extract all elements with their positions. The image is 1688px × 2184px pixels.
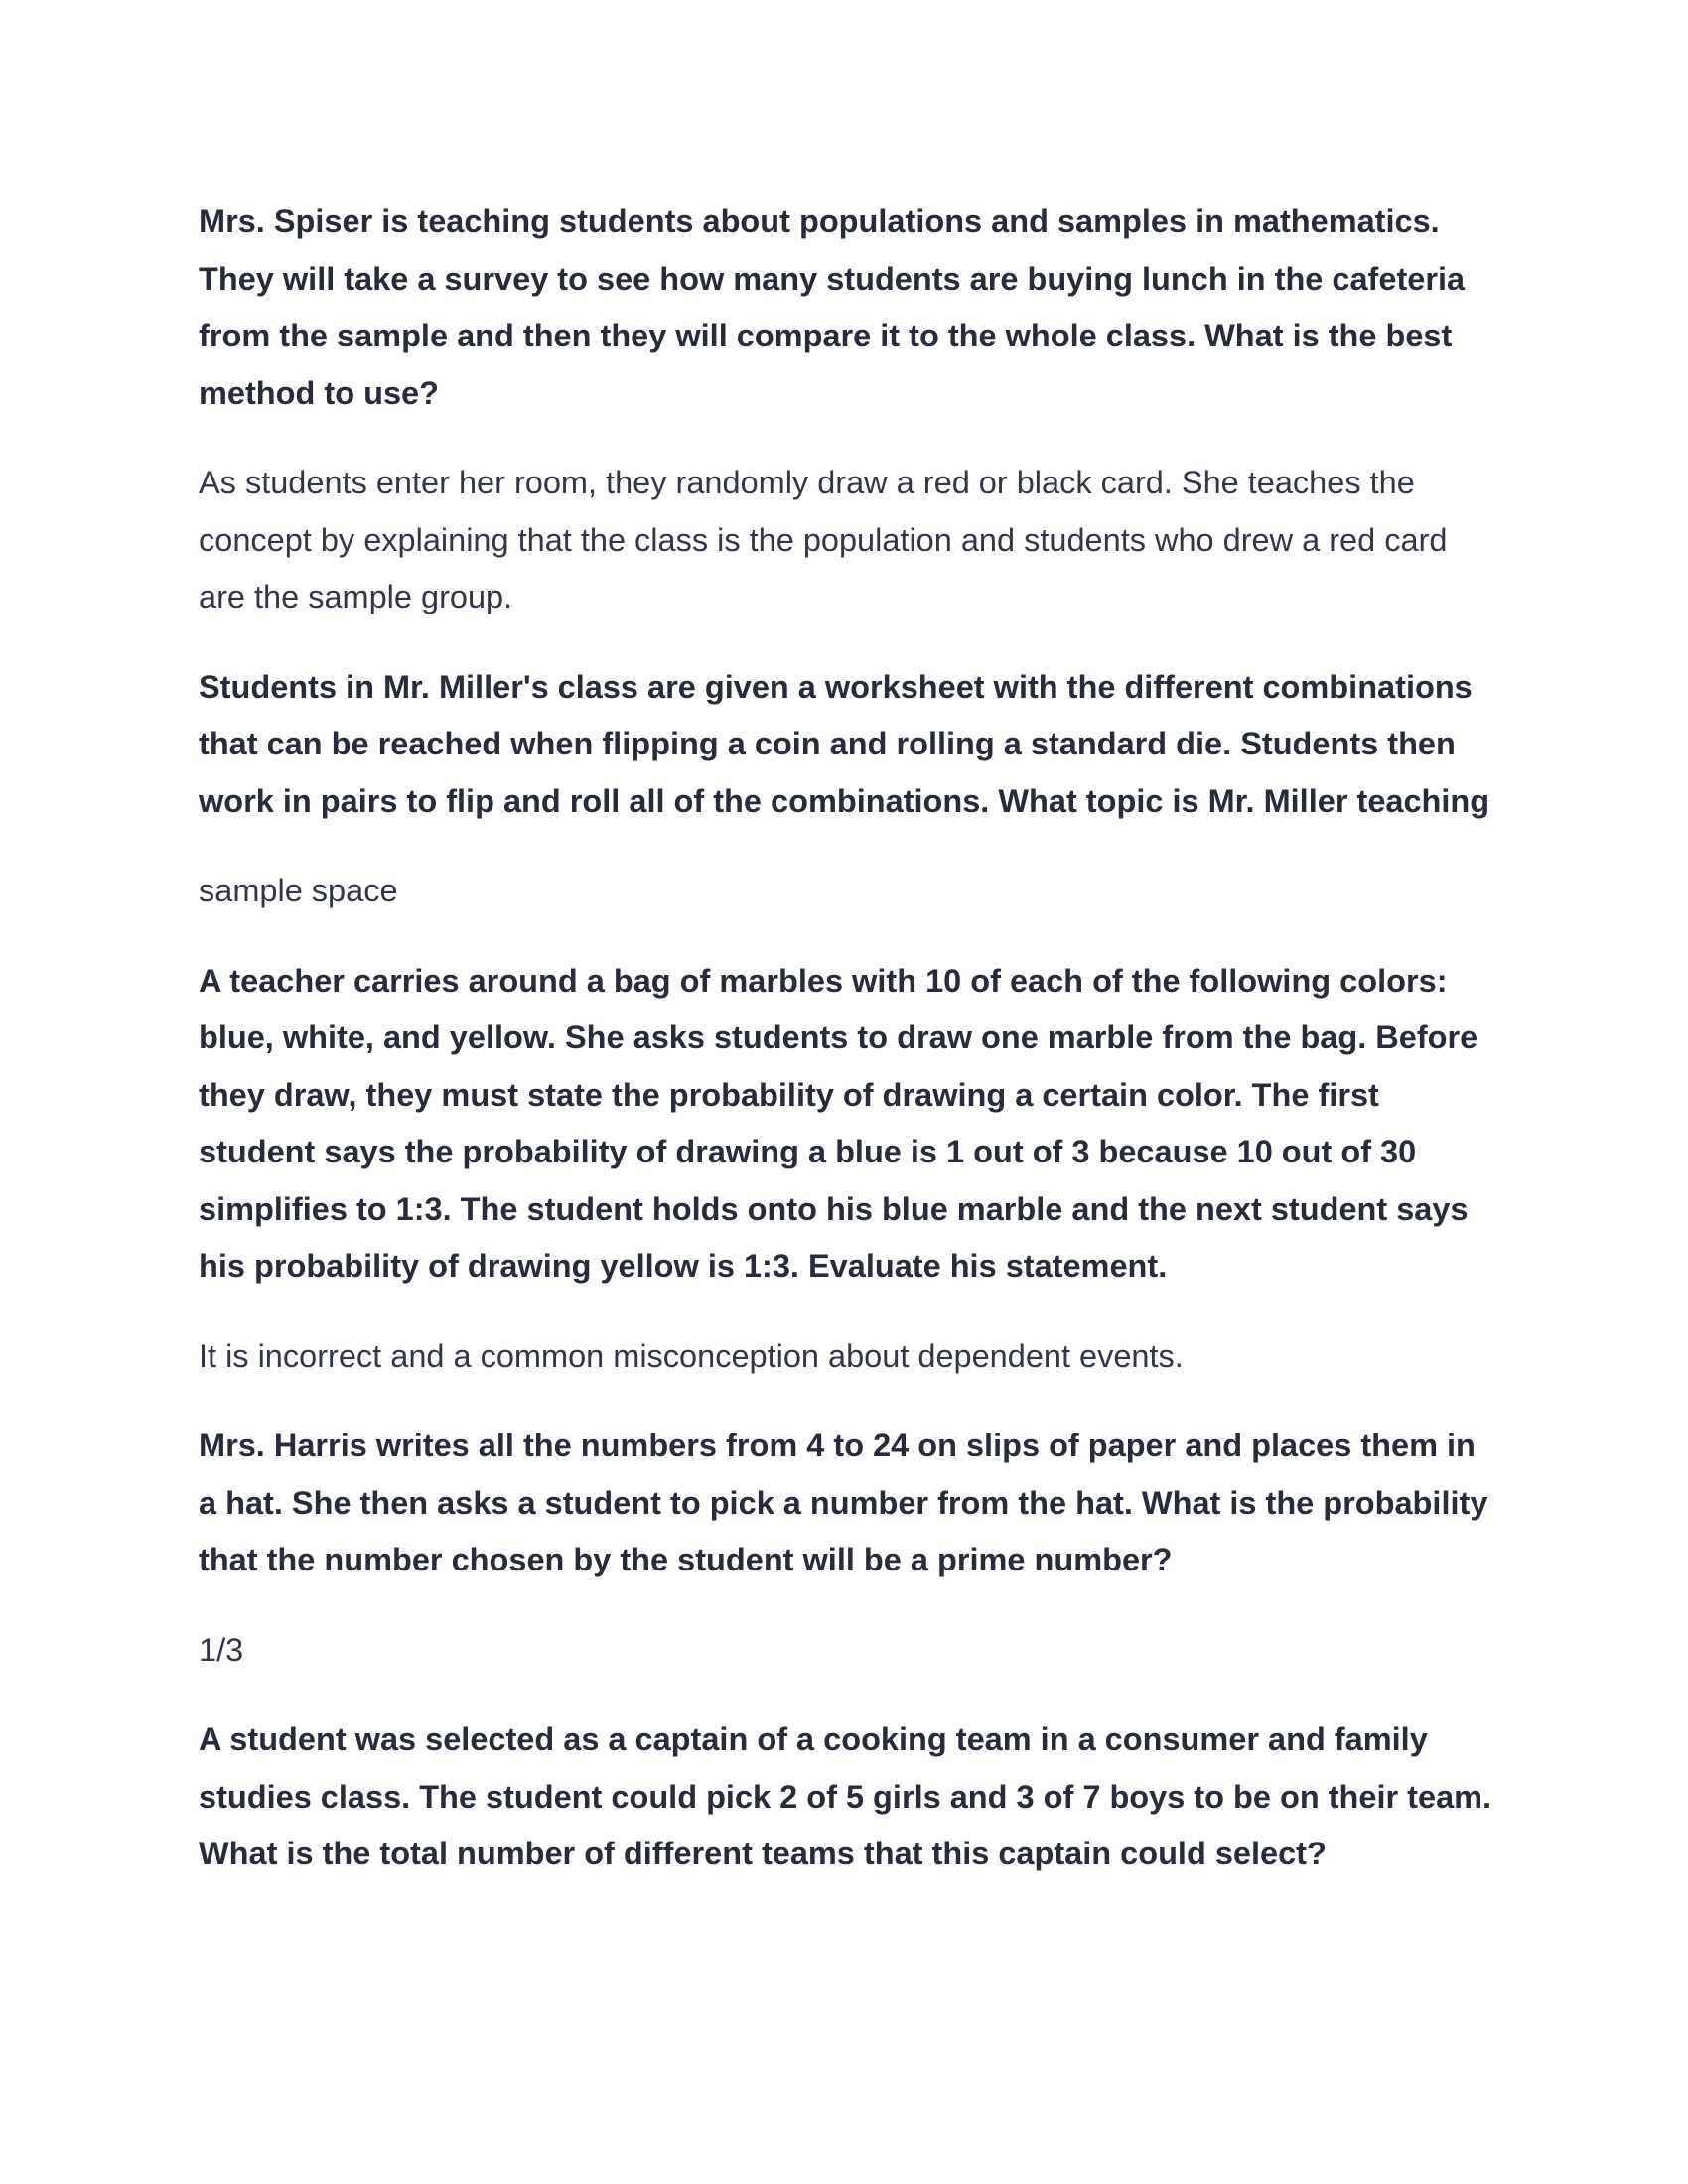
question-1: Mrs. Spiser is teaching students about populations and samples in mathematics. They will take a survey to see how many students are buying lunch in the cafeteria from the sample and then they will compare it to the whole class. What is the best method to use?	[199, 204, 1466, 411]
question-3: A teacher carries around a bag of marbles with 10 of each of the following colors: blue, white, and yellow. She asks students to draw one marble from the bag. Before they draw, they must state the probability of drawing a certain color. The first student says the probability of drawing a blue is 1 out of 3 because 10 out of 30 simplifies to 1:3. The student holds onto his blue marble and the next student says his probability of drawing yellow is 1:3. Evaluate his statement.	[199, 962, 1478, 1284]
answer-4: 1/3	[199, 1631, 244, 1668]
answer-3: It is incorrect and a common misconception about dependent events.	[199, 1337, 1184, 1374]
question-2: Students in Mr. Miller's class are given a worksheet with the different combinations that can be reached when flipping a coin and rolling a standard die. Students then work in pairs to flip and roll all of the combinations. What topic is Mr. Miller teaching	[199, 668, 1490, 819]
question-5: A student was selected as a captain of a cooking team in a consumer and family studies class. The student could pick 2 of 5 girls and 3 of 7 boys to be on their team. What is the total number of different teams that this captain could select?	[199, 1721, 1492, 1871]
question-4: Mrs. Harris writes all the numbers from 4 to 24 on slips of paper and places them in a hat. She then asks a student to pick a number from the hat. What is the probability that the number chosen by the student will be a prime number?	[199, 1428, 1488, 1577]
document-page	[199, 194, 1499, 1916]
answer-2: sample space	[199, 873, 398, 908]
answer-1: As students enter her room, they randomly draw a red or black card. She teaches the concept by explaining that the class is the population and students who drew a red card are the sample group.	[199, 465, 1448, 614]
